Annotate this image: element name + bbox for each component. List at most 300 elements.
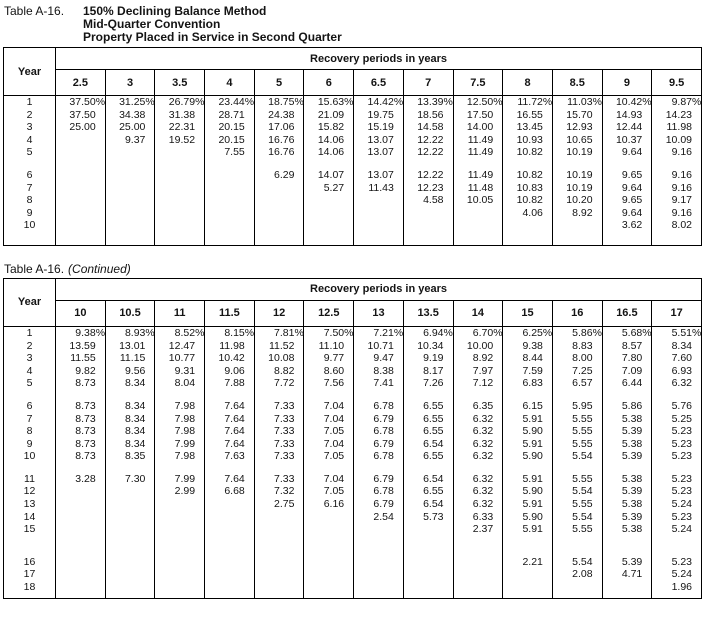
cell-value: 9.87 — [671, 96, 692, 108]
cell-value: 12.22 — [417, 146, 444, 159]
value-cell — [652, 498, 702, 511]
value-cell — [652, 485, 702, 498]
table2-body — [4, 326, 702, 598]
value-cell — [602, 581, 652, 594]
value-cell — [105, 146, 155, 159]
value-cell — [205, 121, 255, 134]
value-cell — [304, 121, 354, 134]
value-cell — [453, 581, 503, 594]
value-cell — [453, 400, 503, 413]
value-cell: 9.38% — [56, 326, 106, 339]
cell-value: 21.09 — [317, 108, 345, 121]
cell-value: 7.72 — [274, 377, 295, 390]
value-cell: 6.25% — [503, 326, 553, 339]
value-cell — [105, 438, 155, 451]
gap-cell — [652, 159, 702, 169]
value-cell — [304, 498, 354, 511]
value-cell — [403, 413, 453, 426]
cell-value: 3.62 — [621, 219, 643, 232]
value-cell — [254, 146, 304, 159]
cell-value: 6.79 — [373, 412, 394, 425]
column-header: 6.5 — [354, 70, 404, 96]
value-cell: 11.72% — [503, 96, 553, 109]
value-cell — [304, 568, 354, 581]
value-cell — [304, 207, 354, 220]
gap-cell — [4, 536, 56, 556]
value-cell — [453, 182, 503, 195]
value-cell — [155, 498, 205, 511]
value-cell — [503, 473, 553, 486]
value-cell — [354, 450, 404, 463]
cell-value: 9.17 — [671, 194, 692, 207]
value-cell — [205, 340, 255, 353]
gap-cell — [652, 232, 702, 246]
year-cell: 18 — [4, 581, 56, 594]
cell-value: 8.34 — [124, 412, 146, 425]
cell-value: 7.09 — [621, 364, 643, 377]
gap-cell — [503, 232, 553, 246]
cell-value: 11.98 — [219, 339, 245, 352]
value-cell — [403, 556, 453, 569]
value-cell — [254, 365, 304, 378]
value-cell — [205, 109, 255, 122]
value-cell — [205, 568, 255, 581]
cell-value: 6.70 — [472, 326, 494, 339]
value-cell — [155, 219, 205, 232]
cell-value: 10.65 — [566, 133, 593, 146]
value-cell — [354, 365, 404, 378]
value-cell — [602, 377, 652, 390]
cell-value: 7.99 — [174, 472, 196, 485]
value-cell — [254, 182, 304, 195]
year-cell: 1 — [4, 96, 56, 109]
cell-value: 7.21 — [373, 326, 394, 339]
gap-cell — [155, 463, 205, 473]
value-cell — [56, 523, 106, 536]
value-cell — [105, 134, 155, 147]
gap-cell — [254, 536, 304, 556]
value-cell — [254, 377, 304, 390]
cell-value: 10.19 — [566, 168, 593, 181]
value-cell — [403, 523, 453, 536]
cell-value: 16.55 — [516, 108, 543, 121]
value-cell — [453, 365, 503, 378]
table-row — [4, 340, 702, 353]
column-header: 17 — [652, 300, 702, 326]
value-cell — [652, 340, 702, 353]
value-cell — [354, 523, 404, 536]
table-row — [4, 352, 702, 365]
value-cell — [155, 450, 205, 463]
cell-value: 7.41 — [373, 377, 394, 390]
value-cell — [602, 473, 652, 486]
value-cell — [602, 352, 652, 365]
value-cell — [105, 581, 155, 594]
year-cell: 1 — [4, 326, 56, 339]
year-cell: 10 — [4, 219, 56, 232]
cell-value: 6.32 — [472, 450, 494, 463]
value-cell — [254, 581, 304, 594]
value-cell: 10.42% — [602, 96, 652, 109]
value-cell — [652, 581, 702, 594]
value-cell — [155, 121, 205, 134]
year-cell: 5 — [4, 377, 56, 390]
year-cell: 12 — [4, 485, 56, 498]
gap-cell — [205, 390, 255, 400]
value-cell — [105, 194, 155, 207]
cell-value: 11.10 — [318, 339, 345, 352]
cell-value: 12.47 — [168, 339, 196, 352]
value-cell — [105, 340, 155, 353]
cell-value: 16.76 — [268, 146, 295, 159]
value-cell — [254, 194, 304, 207]
value-cell: 14.42% — [354, 96, 404, 109]
cell-value: 22.31 — [168, 121, 196, 134]
cell-value: 10.42 — [218, 352, 245, 365]
table2-header — [4, 278, 702, 326]
value-cell — [155, 182, 205, 195]
cell-value: 5.91 — [522, 498, 543, 511]
column-header: 10 — [56, 300, 106, 326]
value-cell — [453, 207, 503, 220]
value-cell — [453, 134, 503, 147]
column-header: 14 — [453, 300, 503, 326]
cell-value: 10.19 — [566, 181, 593, 194]
value-cell — [105, 511, 155, 524]
gap-cell — [4, 594, 56, 599]
cell-value: 7.12 — [472, 377, 494, 390]
value-cell — [552, 400, 602, 413]
value-cell — [56, 400, 106, 413]
value-cell — [155, 511, 205, 524]
value-cell — [453, 485, 503, 498]
cell-value: 8.15 — [224, 326, 245, 339]
value-cell — [155, 556, 205, 569]
value-cell — [56, 219, 106, 232]
cell-value: 7.60 — [671, 352, 692, 365]
gap-cell — [652, 536, 702, 556]
value-cell — [205, 365, 255, 378]
column-header: 16 — [552, 300, 602, 326]
cell-value: 10.83 — [516, 181, 543, 194]
value-cell — [503, 169, 553, 182]
value-cell — [453, 425, 503, 438]
cell-value: 18.75 — [268, 96, 295, 108]
cell-value: 11.49 — [467, 168, 494, 181]
year-cell: 10 — [4, 450, 56, 463]
value-cell: 8.93% — [105, 326, 155, 339]
cell-value: 7.33 — [274, 399, 295, 412]
value-cell — [205, 498, 255, 511]
cell-value: 6.54 — [423, 472, 444, 485]
value-cell — [652, 473, 702, 486]
cell-value: 4.58 — [423, 194, 444, 207]
value-cell — [354, 485, 404, 498]
cell-value: 8.73 — [75, 450, 96, 463]
value-cell — [304, 511, 354, 524]
gap-cell — [205, 594, 255, 599]
table-row — [4, 581, 702, 594]
value-cell — [403, 400, 453, 413]
cell-value: 17.50 — [466, 108, 494, 121]
value-cell — [552, 121, 602, 134]
depreciation-table-part2 — [3, 278, 702, 599]
cell-value: 13.45 — [516, 121, 543, 134]
cell-value: 5.38 — [621, 437, 643, 450]
value-cell — [304, 556, 354, 569]
cell-value: 6.33 — [472, 510, 494, 523]
value-cell — [503, 400, 553, 413]
value-cell — [552, 556, 602, 569]
cell-value: 10.82 — [516, 194, 543, 207]
value-cell — [105, 450, 155, 463]
value-cell — [354, 121, 404, 134]
gap-cell — [602, 463, 652, 473]
value-cell — [453, 377, 503, 390]
value-cell — [105, 485, 155, 498]
value-cell — [105, 556, 155, 569]
value-cell — [56, 556, 106, 569]
cell-value: 14.42 — [367, 96, 394, 108]
gap-cell — [4, 390, 56, 400]
value-cell — [105, 109, 155, 122]
gap-cell — [503, 390, 553, 400]
value-cell — [304, 377, 354, 390]
cell-value: 6.32 — [472, 425, 494, 438]
table-row — [4, 146, 702, 159]
cell-value: 8.34 — [124, 399, 146, 412]
cell-value: 19.52 — [168, 133, 196, 146]
gap-cell — [552, 463, 602, 473]
value-cell — [403, 340, 453, 353]
cell-value: 7.26 — [423, 377, 444, 390]
value-cell — [403, 207, 453, 220]
value-cell — [155, 413, 205, 426]
value-cell — [552, 498, 602, 511]
cell-value: 8.02 — [671, 219, 692, 232]
value-cell — [503, 485, 553, 498]
value-cell — [205, 134, 255, 147]
value-cell — [205, 425, 255, 438]
cell-value: 7.64 — [224, 437, 245, 450]
cell-value: 31.38 — [168, 108, 196, 121]
cell-value: 13.07 — [367, 168, 394, 181]
value-cell — [403, 473, 453, 486]
value-cell — [503, 219, 553, 232]
value-cell — [602, 194, 652, 207]
value-cell — [552, 146, 602, 159]
cell-value: 13.07 — [367, 146, 394, 159]
cell-value: 8.34 — [124, 377, 146, 390]
cell-value: 7.98 — [174, 412, 196, 425]
value-cell — [155, 365, 205, 378]
value-cell — [304, 340, 354, 353]
value-cell — [56, 169, 106, 182]
value-cell — [403, 109, 453, 122]
value-cell — [602, 146, 652, 159]
row-gap — [4, 536, 702, 556]
cell-value: 9.38 — [75, 326, 96, 339]
gap-cell — [56, 232, 106, 246]
cell-value: 7.98 — [174, 450, 196, 463]
value-cell — [503, 134, 553, 147]
cell-value: 6.15 — [522, 399, 543, 412]
cell-value: 6.44 — [621, 377, 643, 390]
value-cell — [205, 377, 255, 390]
value-cell — [403, 169, 453, 182]
cell-value: 9.06 — [224, 364, 245, 377]
cell-value: 8.73 — [75, 425, 96, 438]
value-cell — [652, 121, 702, 134]
value-cell — [304, 438, 354, 451]
table-row — [4, 400, 702, 413]
value-cell — [503, 365, 553, 378]
cell-value: 7.30 — [124, 472, 146, 485]
value-cell — [652, 377, 702, 390]
value-cell: 5.51% — [652, 326, 702, 339]
cell-value: 8.34 — [124, 437, 146, 450]
year-cell: 6 — [4, 169, 56, 182]
cell-value: 5.95 — [572, 399, 593, 412]
cell-value: 15.19 — [367, 121, 394, 134]
value-cell — [503, 425, 553, 438]
cell-value: 6.79 — [373, 472, 394, 485]
cell-value: 6.78 — [373, 399, 394, 412]
row-gap — [4, 159, 702, 169]
value-cell — [453, 511, 503, 524]
value-cell — [503, 438, 553, 451]
cell-value: 5.38 — [621, 523, 643, 536]
column-header: 13.5 — [403, 300, 453, 326]
cell-value: 7.64 — [224, 472, 245, 485]
gap-cell — [652, 594, 702, 599]
cell-value: 28.71 — [218, 108, 245, 121]
value-cell — [354, 207, 404, 220]
value-cell — [56, 352, 106, 365]
gap-cell — [453, 463, 503, 473]
cell-value: 10.09 — [665, 133, 692, 146]
cell-value: 5.91 — [522, 437, 543, 450]
column-header: 13 — [354, 300, 404, 326]
cell-value: 15.82 — [317, 121, 345, 134]
value-cell — [602, 219, 652, 232]
cell-value: 6.32 — [472, 498, 494, 511]
value-cell — [155, 109, 205, 122]
value-cell — [155, 523, 205, 536]
cell-value: 12.50 — [466, 96, 494, 108]
recovery-periods-header: Recovery periods in years — [56, 48, 702, 70]
value-cell — [602, 109, 652, 122]
value-cell — [304, 109, 354, 122]
value-cell — [602, 485, 652, 498]
gap-cell — [403, 594, 453, 599]
gap-cell — [254, 232, 304, 246]
cell-value: 13.39 — [417, 96, 444, 108]
value-cell — [403, 511, 453, 524]
cell-value: 6.57 — [572, 377, 593, 390]
cell-value: 6.78 — [373, 485, 394, 498]
value-cell — [602, 568, 652, 581]
cell-value: 5.54 — [572, 510, 593, 523]
gap-cell — [602, 390, 652, 400]
value-cell — [105, 400, 155, 413]
table-row — [4, 485, 702, 498]
cell-value: 7.99 — [174, 437, 196, 450]
value-cell — [254, 109, 304, 122]
gap-cell — [105, 536, 155, 556]
value-cell — [453, 556, 503, 569]
value-cell — [602, 511, 652, 524]
value-cell — [503, 194, 553, 207]
cell-value: 8.60 — [323, 364, 345, 377]
cell-value: 11.03 — [567, 96, 593, 108]
year-cell: 9 — [4, 438, 56, 451]
cell-value: 2.21 — [522, 555, 543, 568]
value-cell — [503, 109, 553, 122]
value-cell — [652, 352, 702, 365]
cell-value: 12.44 — [615, 121, 643, 134]
value-cell — [652, 219, 702, 232]
table-row — [4, 377, 702, 390]
cell-value: 8.35 — [124, 450, 146, 463]
cell-value: 8.73 — [75, 412, 96, 425]
cell-value: 9.64 — [621, 206, 643, 219]
cell-value: 8.92 — [572, 206, 593, 219]
value-cell — [56, 438, 106, 451]
cell-value: 2.75 — [274, 498, 295, 511]
cell-value: 8.34 — [124, 425, 146, 438]
cell-value: 6.55 — [423, 412, 444, 425]
cell-value: 6.79 — [373, 498, 394, 511]
cell-value: 5.55 — [572, 498, 593, 511]
value-cell — [56, 473, 106, 486]
value-cell — [254, 219, 304, 232]
gap-cell — [4, 463, 56, 473]
gap-cell — [403, 536, 453, 556]
year-cell: 13 — [4, 498, 56, 511]
cell-value: 7.33 — [274, 450, 295, 463]
cell-value: 6.55 — [423, 399, 444, 412]
cell-value: 5.90 — [522, 425, 543, 438]
value-cell — [453, 194, 503, 207]
column-header: 7 — [403, 70, 453, 96]
value-cell — [403, 568, 453, 581]
cell-value: 7.56 — [323, 377, 345, 390]
gap-cell — [304, 232, 354, 246]
cell-value: 7.64 — [224, 412, 245, 425]
gap-cell — [453, 390, 503, 400]
value-cell — [354, 438, 404, 451]
year-cell: 7 — [4, 182, 56, 195]
cell-value: 14.23 — [665, 108, 692, 121]
cell-value: 9.65 — [621, 194, 643, 207]
value-cell — [602, 207, 652, 220]
year-cell: 5 — [4, 146, 56, 159]
gap-cell — [503, 463, 553, 473]
value-cell — [155, 169, 205, 182]
cell-value: 9.16 — [671, 168, 692, 181]
gap-cell — [56, 159, 106, 169]
gap-cell — [552, 232, 602, 246]
gap-cell — [254, 390, 304, 400]
cell-value: 25.00 — [69, 121, 96, 134]
table-row — [4, 556, 702, 569]
cell-value: 5.76 — [671, 399, 692, 412]
value-cell — [552, 523, 602, 536]
cell-value: 6.32 — [472, 472, 494, 485]
gap-cell — [155, 390, 205, 400]
cell-value: 14.07 — [317, 168, 345, 181]
